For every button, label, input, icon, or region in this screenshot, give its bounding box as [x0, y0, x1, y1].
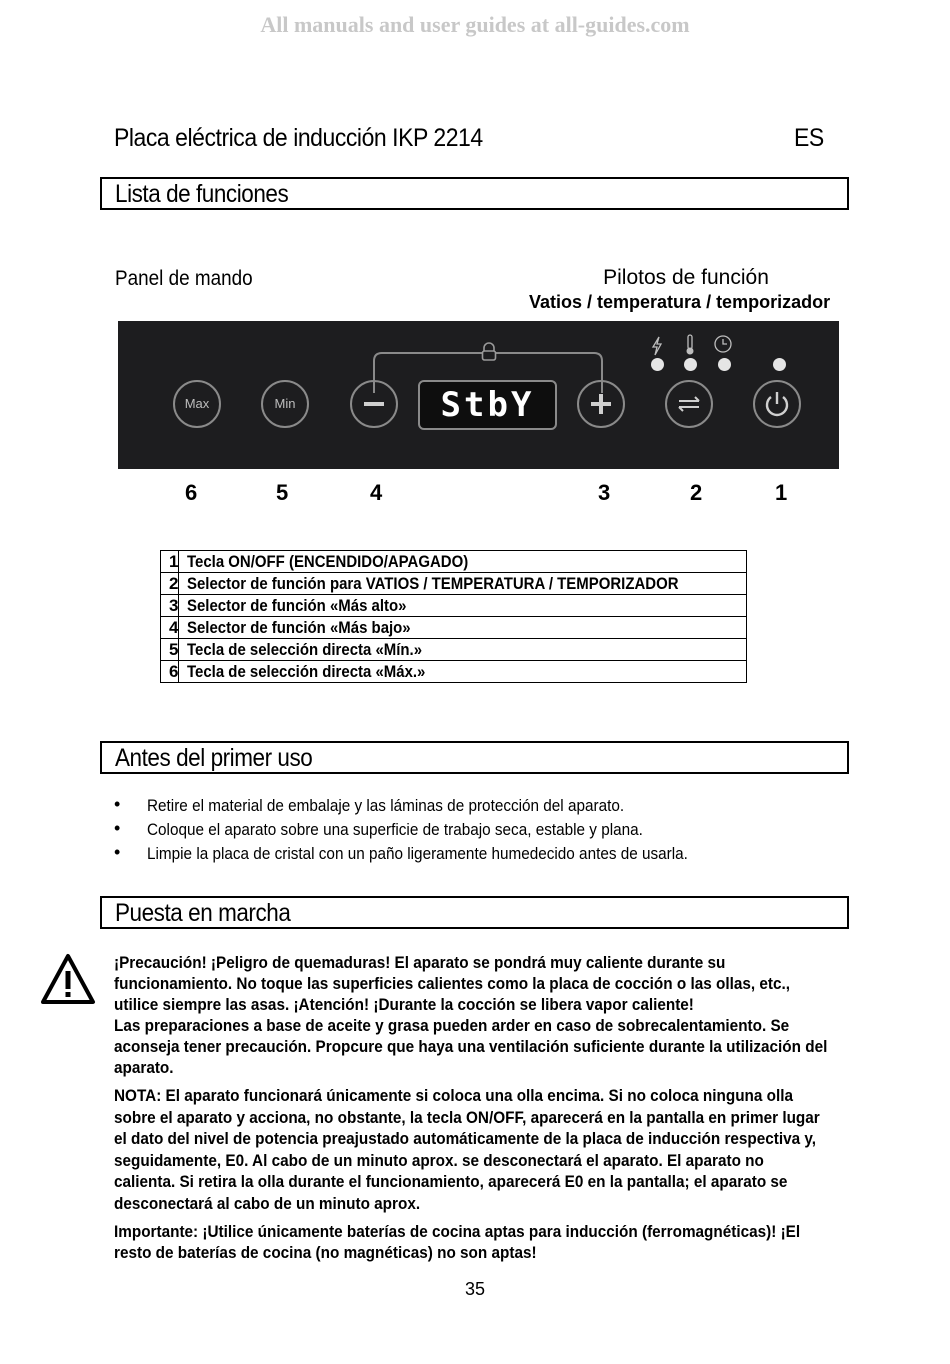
text-line: aparato.: [114, 1058, 174, 1077]
row-text-label: Selector de función «Más bajo»: [187, 617, 412, 637]
power-button: [753, 380, 801, 428]
function-table: [160, 550, 747, 683]
section-header-startup: [100, 896, 849, 929]
section-header-functions: [100, 177, 849, 210]
table-row: [161, 617, 747, 639]
row-number: 4: [161, 617, 179, 639]
warning-triangle-icon: [40, 953, 96, 1005]
row-number: 1: [161, 551, 179, 573]
panel-label: Panel de mando: [115, 267, 253, 290]
table-row: [161, 661, 747, 683]
thermometer-icon: [684, 334, 696, 356]
list-item-text: Coloque el aparato sobre una superficie de trabajo seca, estable y plana.: [147, 820, 643, 839]
callout-number: 3: [598, 480, 611, 505]
display-text: StbY: [440, 385, 535, 425]
text-line: seguidamente, E0. Al cabo de un minuto aprox. se desconectará el aparato. El aparato no: [114, 1150, 764, 1170]
plus-icon: [579, 382, 623, 426]
table-row: [161, 573, 747, 595]
clock-icon: [712, 334, 734, 356]
pilots-title: Pilotos de función: [603, 266, 769, 289]
list-item: [110, 844, 850, 868]
text-line: Las preparaciones a base de aceite y grasa pueden arder en caso de sobrecalentamiento. Se: [114, 1016, 790, 1035]
temperature-indicator-led: [684, 358, 697, 371]
list-item-text: Retire el material de embalaje y las láminas de protección del aparato.: [147, 796, 625, 815]
text-line: aconseja tener precaución. Propcure que haya una ventilación suficiente durante la utilización del: [114, 1037, 828, 1056]
section-title: Antes del primer uso: [115, 744, 313, 772]
text-line: resto de baterías de cocina (no magnéticas) no son aptas!: [114, 1243, 537, 1262]
page-title: Placa eléctrica de inducción IKP 2214: [114, 124, 483, 152]
text-line: Importante: ¡Utilice únicamente baterías de cocina aptas para inducción (ferromagnéticas)! ¡El: [114, 1222, 801, 1241]
min-button: [261, 380, 309, 428]
text-line: calienta. Si retira la olla durante el funcionamiento, aparecerá E0 en la pantalla; el aparato se: [114, 1172, 788, 1192]
pilots-subtitle: Vatios / temperatura / temporizador: [529, 292, 831, 312]
text-line: funcionamiento. No toque las superficies calientes como la placa de cocción o las ollas, etc.,: [114, 974, 790, 993]
row-number: 6: [161, 661, 179, 683]
text-line: desconectará al cabo de un minuto aprox.: [114, 1193, 421, 1213]
watermark: All manuals and user guides at all-guides.com: [260, 12, 690, 37]
row-text: [179, 661, 747, 683]
callout-number: 6: [185, 480, 198, 505]
section-title: Lista de funciones: [115, 180, 289, 208]
timer-indicator-led: [718, 358, 731, 371]
callout-number: 2: [690, 480, 703, 505]
callout-number: 5: [276, 480, 289, 505]
watt-indicator-led: [651, 358, 664, 371]
arrows-icon: [667, 382, 711, 426]
max-button: [173, 380, 221, 428]
row-text-label: Tecla de selección directa «Máx.»: [187, 661, 426, 681]
row-number: 3: [161, 595, 179, 617]
list-item: [110, 820, 850, 844]
lightning-icon: [650, 336, 664, 356]
text-line: utilice siempre las asas. ¡Atención! ¡Durante la cocción se libera vapor caliente!: [114, 995, 694, 1014]
row-text: [179, 617, 747, 639]
important-paragraph: [114, 1221, 849, 1263]
row-text-label: Tecla ON/OFF (ENCENDIDO/APAGADO): [187, 551, 469, 571]
section-title: Puesta en marcha: [115, 899, 291, 927]
before-use-list: [110, 796, 850, 868]
min-button-label: Min: [274, 396, 296, 411]
function-selector-button: [665, 380, 713, 428]
text-line: ¡Precaución! ¡Peligro de quemaduras! El aparato se pondrá muy caliente durante su: [114, 953, 726, 972]
row-text: [179, 595, 747, 617]
note-paragraph: [114, 1085, 849, 1215]
lock-icon: [480, 342, 498, 362]
callout-number: 4: [370, 480, 383, 505]
row-text: [179, 639, 747, 661]
caution-paragraph: [114, 952, 849, 1078]
row-number: 2: [161, 573, 179, 595]
table-row: [161, 551, 747, 573]
row-text-label: Selector de función «Más alto»: [187, 595, 407, 615]
row-number: 5: [161, 639, 179, 661]
language-code: ES: [794, 124, 824, 152]
table-row: [161, 595, 747, 617]
page-number: 35: [464, 1279, 486, 1299]
plus-button: [577, 380, 625, 428]
control-panel-image: [118, 321, 839, 469]
row-text-label: Tecla de selección directa «Mín.»: [187, 639, 423, 659]
minus-icon: [352, 382, 396, 426]
max-button-label: Max: [184, 396, 210, 411]
table-row: [161, 639, 747, 661]
callout-number: 1: [775, 480, 788, 505]
power-indicator-led: [773, 358, 786, 371]
section-header-before-use: [100, 741, 849, 774]
row-text: [179, 573, 747, 595]
list-item-text: Limpie la placa de cristal con un paño ligeramente humedecido antes de usarla.: [147, 844, 688, 863]
list-item: [110, 796, 850, 820]
row-text: [179, 551, 747, 573]
row-text-label: Selector de función para VATIOS / TEMPERATURA / TEMPORIZADOR: [187, 573, 679, 593]
text-line: NOTA: El aparato funcionará únicamente si coloca una olla encima. Si no coloca ninguna olla: [114, 1086, 794, 1105]
minus-button: [350, 380, 398, 428]
display: [418, 380, 557, 430]
text-line: el dato del nivel de potencia preajustado automáticamente de la placa de inducción respectiva y,: [114, 1129, 817, 1149]
power-icon: [755, 382, 799, 426]
text-line: sobre el aparato y acciona, no obstante, la tecla ON/OFF, aparecerá en la pantalla en primer lugar: [114, 1107, 820, 1127]
